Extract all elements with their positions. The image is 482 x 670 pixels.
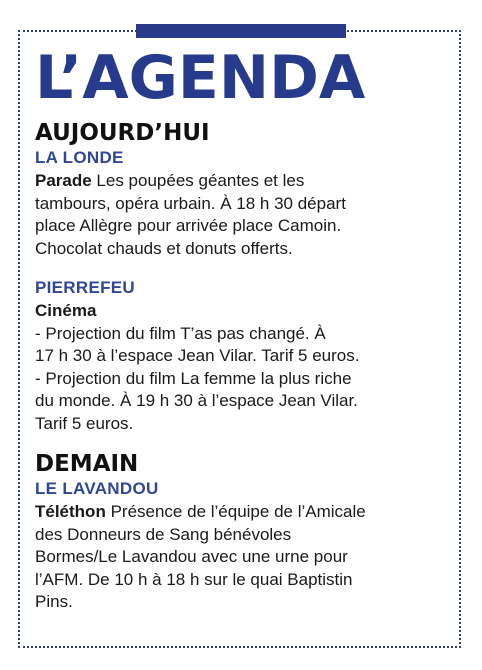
event-la-londe [35,148,455,260]
event-line: l’AFM. De 10 h à 18 h sur le quai Baptistin [35,569,353,589]
section-heading-today: AUJOURD’HUI [35,120,210,146]
event-line: tambours, opéra urbain. À 18 h 30 départ [35,193,346,213]
event-text-pierrefeu [35,323,455,436]
event-line: Pins. [35,592,73,611]
place-la-londe: LA LONDE [35,148,124,167]
event-name-cinema: Cinéma [35,301,97,320]
spacer [35,435,455,447]
page-title: L’AGENDA [35,43,366,113]
event-line: des Donneurs de Sang bénévoles [35,524,292,544]
event-line: 17 h 30 à l’espace Jean Vilar. Tarif 5 euros. [35,346,360,365]
event-name-telethon: Téléthon [35,502,106,521]
place-pierrefeu: PIERREFEU [35,278,135,297]
event-text-la-londe [35,170,455,260]
spacer [35,260,455,276]
event-line: Bormes/Le Lavandou avec une urne pour [35,547,348,566]
event-line: du monde. À 19 h 30 à l’espace Jean Vilar. [35,391,358,410]
event-line-text: Présence de l’équipe de l’Amicale [105,502,366,521]
event-line: - Projection du film La femme la plus riche [35,368,352,388]
agenda-content [35,40,455,614]
event-line [35,501,455,524]
event-pierrefeu [35,278,455,435]
event-line: - Projection du film T’as pas changé. À [35,323,326,343]
event-line [35,170,455,193]
event-line: Chocolat chauds et donuts offerts. [35,238,293,258]
section-tomorrow [35,451,455,614]
place-le-lavandou: LE LAVANDOU [35,479,159,498]
section-today [35,120,455,435]
event-le-lavandou [35,479,455,614]
section-heading-tomorrow: DEMAIN [35,451,139,477]
event-text-le-lavandou [35,501,455,614]
event-line-text: Les poupées géantes et les [91,171,305,190]
event-line: Tarif 5 euros. [35,413,134,433]
event-line: place Allègre pour arrivée place Camoin. [35,216,342,235]
header-bar [136,24,346,38]
event-name-parade: Parade [35,171,92,190]
